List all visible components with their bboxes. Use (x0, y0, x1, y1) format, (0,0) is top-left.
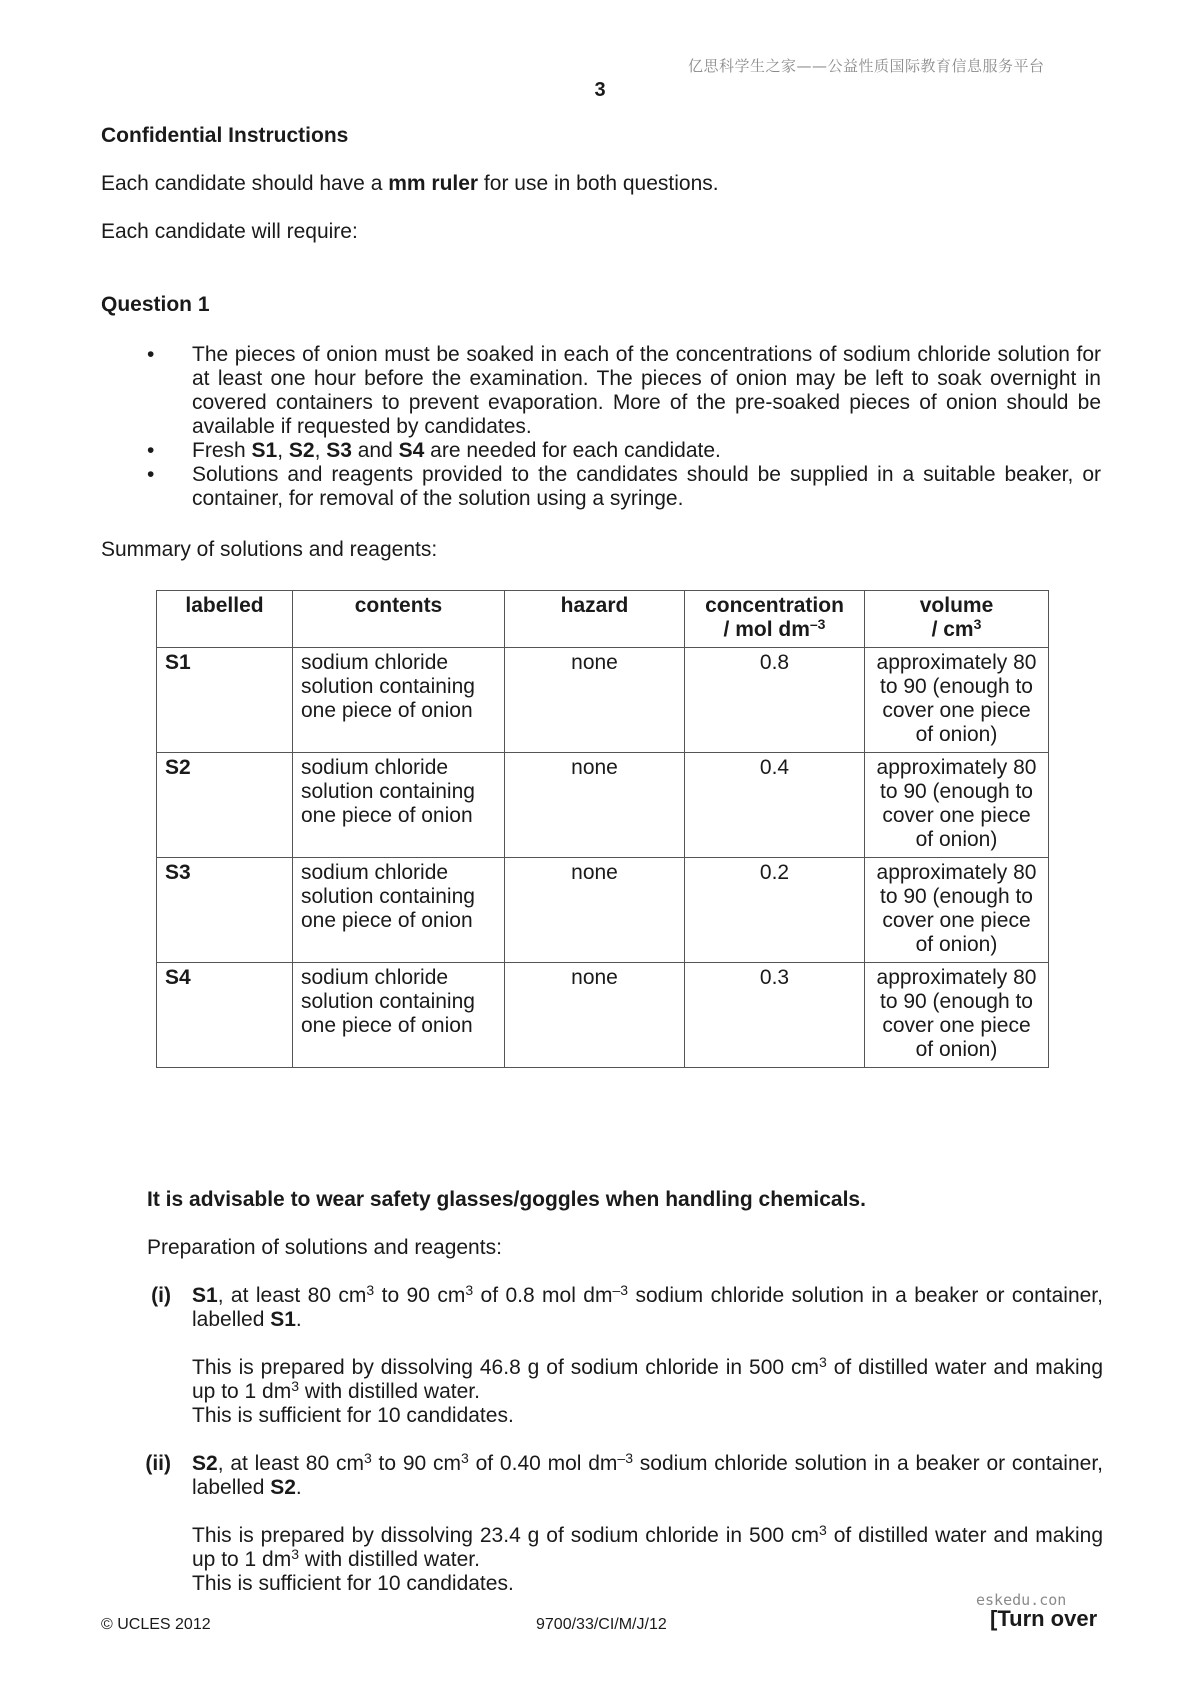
cell-hazard: none (505, 648, 685, 753)
turn-over-label: [Turn over (990, 1606, 1098, 1631)
bullet-icon: • (147, 439, 155, 462)
question-heading: Question 1 (101, 293, 210, 316)
cell-concentration: 0.8 (685, 648, 865, 753)
cell-volume: approximately 80 to 90 (enough to cover one piece of onion) (865, 963, 1049, 1068)
cell-label: S3 (157, 858, 293, 963)
table-row (157, 858, 1049, 963)
cell-volume: approximately 80 to 90 (enough to cover one piece of onion) (865, 858, 1049, 963)
table-row (157, 648, 1049, 753)
header-labelled: labelled (157, 591, 293, 648)
cell-label: S1 (157, 648, 293, 753)
safety-note: It is advisable to wear safety glasses/goggles when handling chemicals. (147, 1188, 866, 1211)
prep-description: S1, at least 80 $cm^3$ to 90 $cm^3$ of 0.8 mol $dm^{-3}$ sodium chloride solution in a beaker or container, labelled S1. (192, 1282, 1103, 1331)
copyright: © UCLES 2012 (101, 1616, 211, 1633)
summary-label: Summary of solutions and reagents: (101, 538, 438, 561)
cell-hazard: none (505, 963, 685, 1068)
cell-volume: approximately 80 to 90 (enough to cover one piece of onion) (865, 648, 1049, 753)
cell-hazard: none (505, 753, 685, 858)
cell-contents: sodium chloride solution containing one piece of onion (293, 858, 505, 963)
table-row (157, 963, 1049, 1068)
cell-concentration: 0.4 (685, 753, 865, 858)
bullet-item: • Solutions and reagents provided to the candidates should be supplied in a suitable beaker, or container, for removal of the solution using a syringe. (147, 463, 1101, 510)
header-contents: contents (293, 591, 505, 648)
prep-method: This is prepared by dissolving 23.4 g of sodium chloride in 500 $cm^3$ of distilled water and making up to 1 $dm^3$ with distilled water. This is sufficient for 10 candidates. (192, 1522, 1104, 1595)
ruler-instruction: Each candidate should have a mm ruler for use in both questions. (101, 172, 719, 195)
prep-description: S2, at least 80 $cm^3$ to 90 $cm^3$ of 0.40 mol $dm^{-3}$ sodium chloride solution in a beaker or container, labelled S2. (192, 1450, 1103, 1499)
prep-number: (ii) (145, 1452, 171, 1475)
document-code: 9700/33/CI/M/J/12 (536, 1616, 667, 1633)
cell-label: S2 (157, 753, 293, 858)
prep-method: This is prepared by dissolving 46.8 g of sodium chloride in 500 $cm^3$ of distilled water and making up to 1 $dm^3$ with distilled water. This is sufficient for 10 candidates. (192, 1354, 1104, 1427)
cell-hazard: none (505, 858, 685, 963)
bullet-item: • The pieces of onion must be soaked in each of the concentrations of sodium chloride solution for at least one hour before the examination. The pieces of onion may be left to soak overnight in covered containers to prevent evaporation. More of the pre-soaked pieces of onion should be available if requested by candidates. (147, 343, 1101, 438)
watermark-footer: eskedu.con (976, 1591, 1067, 1609)
cell-contents: sodium chloride solution containing one piece of onion (293, 963, 505, 1068)
page-number: 3 (594, 79, 606, 101)
bullet-item: • Fresh S1, S2, S3 and S4 are needed for each candidate. (147, 439, 721, 462)
require-text: Each candidate will require: (101, 220, 358, 243)
solutions-table (156, 590, 1049, 1068)
header-hazard: hazard (505, 591, 685, 648)
instruction-bullets (101, 343, 1101, 511)
bullet-icon: • (147, 463, 155, 486)
header-concentration: concentration / mol $dm^{-3}$ (685, 591, 865, 648)
cell-volume: approximately 80 to 90 (enough to cover one piece of onion) (865, 753, 1049, 858)
bullet-icon: • (147, 343, 155, 366)
cell-concentration: 0.3 (685, 963, 865, 1068)
table-header-row (157, 591, 1049, 648)
cell-contents: sodium chloride solution containing one piece of onion (293, 648, 505, 753)
watermark-header: 亿思科学生之家——公益性质国际教育信息服务平台 (688, 57, 1045, 75)
header-volume: volume / $cm^3$ (865, 591, 1049, 648)
preparation-heading: Preparation of solutions and reagents: (147, 1236, 502, 1259)
cell-concentration: 0.2 (685, 858, 865, 963)
section-title: Confidential Instructions (101, 124, 349, 147)
table-row (157, 753, 1049, 858)
prep-number: (i) (151, 1284, 171, 1307)
cell-contents: sodium chloride solution containing one piece of onion (293, 753, 505, 858)
cell-label: S4 (157, 963, 293, 1068)
